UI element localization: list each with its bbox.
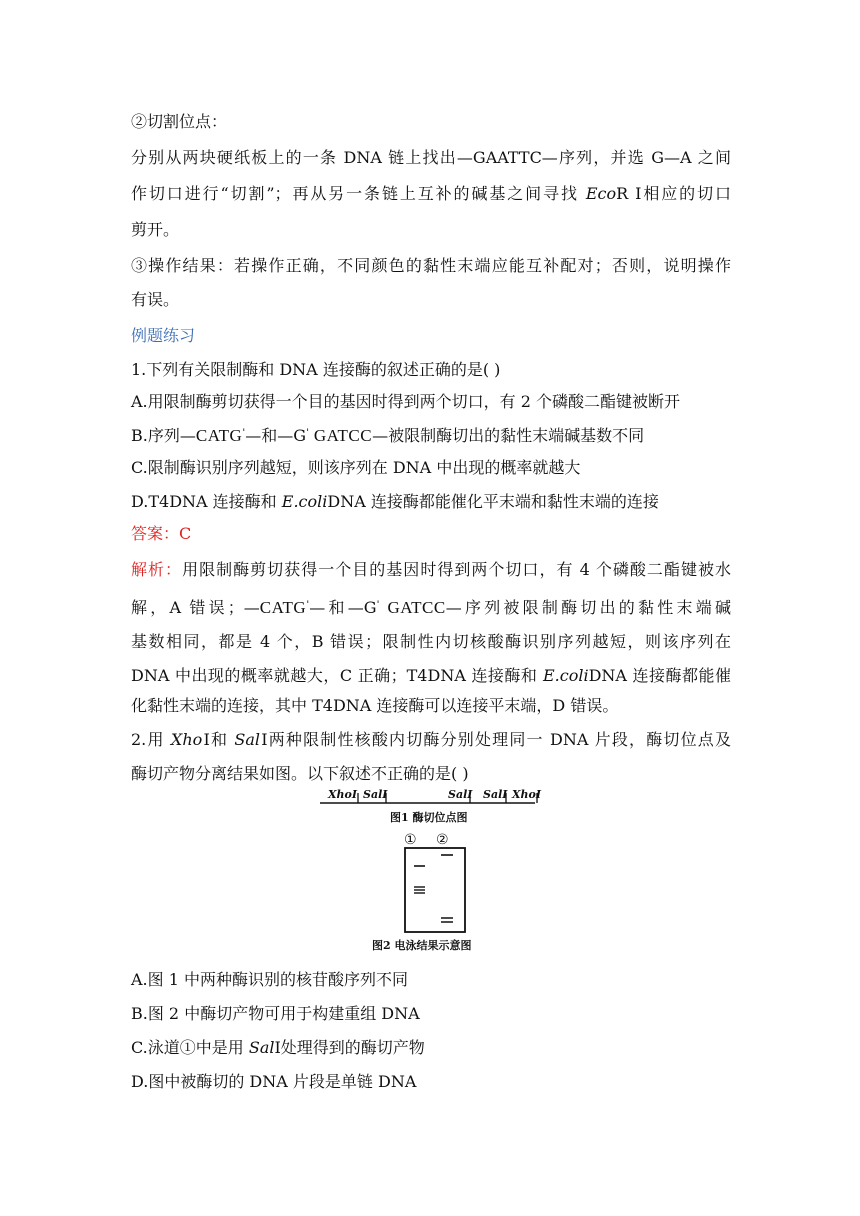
q1-option-a: A.用限制酶剪切获得一个目的基因时得到两个切口，有 2 个磷酸二酯键被断开 (131, 392, 680, 411)
q2-option-a: A.图 1 中两种酶识别的核苷酸序列不同 (131, 970, 408, 989)
cut-site-line-3: 剪开。 (131, 220, 180, 239)
fig2-caption: 图2 电泳结果示意图 (372, 939, 472, 952)
cut-site-line-2: 作切口进行“切割”；再从另一条链上互补的碱基之间寻找 EcoR Ⅰ相应的切口 (131, 184, 731, 203)
gel-frame (405, 848, 465, 932)
lane-label-2: ② (436, 832, 449, 848)
cut-site-line-1: 分别从两块硬纸板上的一条 DNA 链上找出—GAATTC—序列，并选 G—A 之间 (131, 148, 731, 167)
q2-option-d: D.图中被酶切的 DNA 片段是单链 DNA (131, 1072, 417, 1091)
result-line-2: 有误。 (131, 290, 180, 309)
practice-heading: 例题练习 (131, 326, 196, 345)
q1-stem: 1.下列有关限制酶和 DNA 连接酶的叙述正确的是( ) (131, 360, 501, 379)
q1-analysis-line-4: DNA 中出现的概率就越大，C 正确；T4DNA 连接酶和 E.coliDNA 连接酶都能催 (131, 666, 731, 685)
result-line-1: ③操作结果：若操作正确，不同颜色的黏性末端应能互补配对；否则，说明操作 (131, 256, 731, 275)
site-label-sal-3: SalⅠ (483, 788, 508, 801)
site-label-sal-2: SalⅠ (448, 788, 473, 801)
site-label-xho-2: XhoⅠ (512, 788, 542, 801)
q2-stem-line-1: 2.用 XhoⅠ和 SalⅠ两种限制性核酸内切酶分别处理同一 DNA 片段，酶切位点及 (131, 730, 731, 749)
q1-analysis-line-1: 解析：用限制酶剪切获得一个目的基因时得到两个切口，有 4 个磷酸二酯键被水 (131, 560, 731, 579)
fig1-caption: 图1 酶切位点图 (390, 811, 468, 824)
restriction-map (320, 788, 542, 824)
q2-option-c: C.泳道①中是用 SalⅠ处理得到的酶切产物 (131, 1038, 425, 1057)
q1-option-d: D.T4DNA 连接酶和 E.coliDNA 连接酶都能催化平末端和黏性末端的连接 (131, 492, 659, 511)
q1-option-c: C.限制酶识别序列越短，则该序列在 DNA 中出现的概率就越大 (131, 458, 581, 477)
q2-option-b: B.图 2 中酶切产物可用于构建重组 DNA (131, 1004, 420, 1023)
q1-analysis-line-2: 解，A 错误；$—CATG^ˈ—$和$—G^ˈ$ GATCC—序列被限制酶切出的黏性末端碱 (131, 598, 731, 617)
q1-option-b: B.序列$—CATG^ˈ—$和$—G^ˈ$ GATCC—被限制酶切出的黏性末端碱基数不同 (131, 426, 645, 445)
q1-analysis-line-3: 基数相同，都是 4 个，B 错误；限制性内切核酸酶识别序列越短，则该序列在 (131, 632, 731, 651)
q1-analysis-line-5: 化黏性末端的连接，其中 T4DNA 连接酶可以连接平末端，D 错误。 (131, 696, 619, 715)
lane-label-1: ① (404, 832, 417, 848)
site-label-xho-1: XhoⅠ (328, 788, 358, 801)
cut-site-title: ②切割位点： (131, 112, 228, 131)
q1-answer: 答案：C (131, 524, 192, 543)
site-label-sal-1: SalⅠ (363, 788, 388, 801)
gel-diagram (372, 832, 471, 952)
q2-stem-line-2: 酶切产物分离结果如图。以下叙述不正确的是( ) (131, 764, 469, 783)
